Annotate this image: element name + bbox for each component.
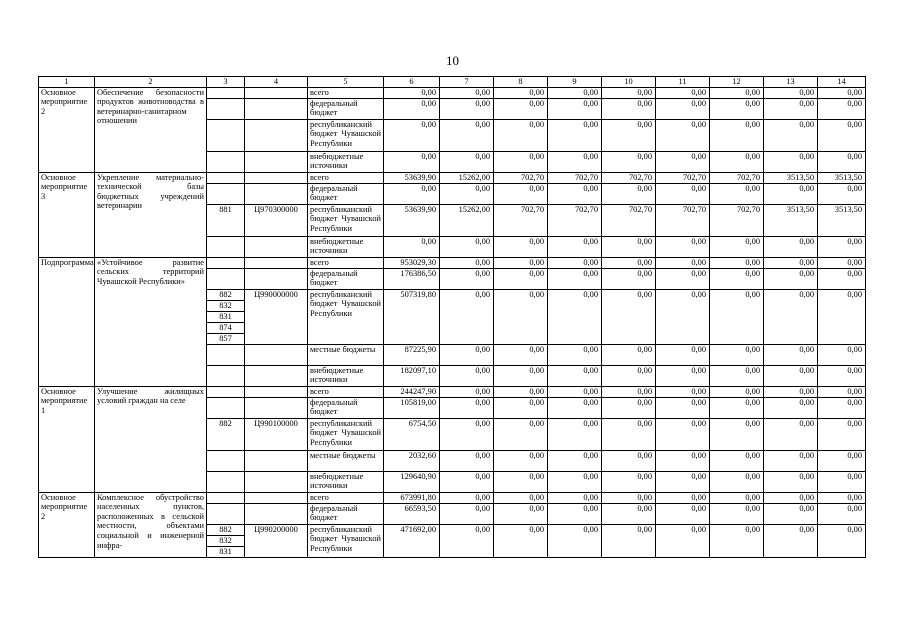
grbs-cell [207, 183, 245, 204]
amount-cell: 0,00 [548, 151, 602, 172]
amount-cell: 0,00 [548, 524, 602, 557]
amount-cell: 0,00 [764, 268, 818, 289]
amount-cell: 702,70 [548, 172, 602, 183]
amount-cell: 0,00 [818, 471, 866, 492]
amount-cell: 0,00 [494, 87, 548, 98]
amount-cell: 0,00 [384, 151, 440, 172]
amount-cell: 0,00 [384, 183, 440, 204]
amount-cell: 0,00 [494, 119, 548, 151]
grbs-cell [207, 236, 245, 257]
grbs-cell [207, 397, 245, 418]
amount-cell: 702,70 [656, 204, 710, 236]
amount-cell: 507319,80 [384, 289, 440, 344]
amount-cell: 0,00 [656, 87, 710, 98]
funding-source-cell: республиканский бюджет Чувашской Республики [308, 418, 384, 450]
amount-cell: 471692,00 [384, 524, 440, 557]
header-cell: 3 [207, 77, 245, 88]
target-code-cell: Ц990000000 [245, 289, 308, 344]
funding-source-cell: внебюджетные источники [308, 236, 384, 257]
amount-cell: 0,00 [656, 386, 710, 397]
amount-cell: 66593,50 [384, 503, 440, 524]
funding-source-cell: республиканский бюджет Чувашской Республики [308, 204, 384, 236]
table-row [39, 492, 866, 503]
amount-cell: 0,00 [656, 524, 710, 557]
amount-cell: 702,70 [710, 204, 764, 236]
funding-source-cell: федеральный бюджет [308, 98, 384, 119]
amount-cell: 702,70 [494, 204, 548, 236]
grbs-cell [207, 151, 245, 172]
amount-cell: 105819,00 [384, 397, 440, 418]
amount-cell: 0,00 [710, 492, 764, 503]
amount-cell: 0,00 [440, 87, 494, 98]
amount-cell: 129640,90 [384, 471, 440, 492]
amount-cell: 0,00 [656, 151, 710, 172]
amount-cell: 0,00 [494, 98, 548, 119]
amount-cell: 0,00 [818, 119, 866, 151]
header-cell: 8 [494, 77, 548, 88]
amount-cell: 0,00 [656, 183, 710, 204]
target-code-cell [245, 87, 308, 98]
funding-source-cell: федеральный бюджет [308, 397, 384, 418]
amount-cell: 0,00 [818, 268, 866, 289]
amount-cell: 0,00 [440, 98, 494, 119]
amount-cell: 0,00 [764, 119, 818, 151]
target-code-cell [245, 151, 308, 172]
amount-cell: 0,00 [710, 397, 764, 418]
amount-cell: 0,00 [764, 257, 818, 268]
amount-cell: 0,00 [710, 183, 764, 204]
grbs-code: 857 [219, 333, 232, 343]
amount-cell: 0,00 [602, 471, 656, 492]
amount-cell: 0,00 [494, 418, 548, 450]
funding-source-cell: всего [308, 172, 384, 183]
amount-cell: 15262,00 [440, 204, 494, 236]
measure-description: Укрепление материально-технической базы бюджетных учреждений ветеринарии [95, 172, 207, 257]
measure-description: Комплексное обустройство населенных пунктов, расположенных в сельской местности, объектами социальной и инженерной инфра- [95, 492, 207, 557]
funding-source-cell: всего [308, 87, 384, 98]
grbs-cell [207, 524, 245, 557]
header-cell: 14 [818, 77, 866, 88]
amount-cell: 0,00 [440, 365, 494, 386]
measure-name: Основное мероприятие 3 [39, 172, 95, 257]
header-cell: 12 [710, 77, 764, 88]
header-cell: 6 [384, 77, 440, 88]
measure-description: Обеспечение безопасности продуктов животноводства в ветеринарно-санитарном отношении [95, 87, 207, 172]
amount-cell: 0,00 [656, 397, 710, 418]
amount-cell: 0,00 [764, 365, 818, 386]
amount-cell: 0,00 [384, 98, 440, 119]
amount-cell: 0,00 [440, 151, 494, 172]
grbs-cell [207, 268, 245, 289]
amount-cell: 0,00 [656, 289, 710, 344]
amount-cell: 0,00 [818, 344, 866, 365]
table-row [39, 87, 866, 98]
amount-cell: 0,00 [384, 87, 440, 98]
amount-cell: 0,00 [602, 119, 656, 151]
amount-cell: 0,00 [602, 450, 656, 471]
amount-cell: 0,00 [656, 344, 710, 365]
grbs-cell [207, 119, 245, 151]
funding-source-cell: внебюджетные источники [308, 471, 384, 492]
amount-cell: 0,00 [548, 98, 602, 119]
header-cell: 1 [39, 77, 95, 88]
header-row [39, 77, 866, 88]
amount-cell: 0,00 [440, 471, 494, 492]
grbs-cell [207, 471, 245, 492]
measure-name: Основное мероприятие 1 [39, 386, 95, 492]
header-cell: 9 [548, 77, 602, 88]
funding-source-cell: всего [308, 492, 384, 503]
amount-cell: 702,70 [602, 204, 656, 236]
amount-cell: 0,00 [710, 365, 764, 386]
grbs-cell [207, 450, 245, 471]
amount-cell: 0,00 [602, 236, 656, 257]
amount-cell: 0,00 [602, 365, 656, 386]
target-code-cell [245, 172, 308, 183]
funding-source-cell: внебюджетные источники [308, 151, 384, 172]
amount-cell: 0,00 [602, 524, 656, 557]
amount-cell: 0,00 [818, 397, 866, 418]
amount-cell: 0,00 [494, 268, 548, 289]
amount-cell: 0,00 [764, 344, 818, 365]
funding-source-cell: внебюджетные источники [308, 365, 384, 386]
amount-cell: 0,00 [440, 257, 494, 268]
amount-cell: 0,00 [602, 257, 656, 268]
amount-cell: 0,00 [602, 397, 656, 418]
measure-name: Основное мероприятие 2 [39, 87, 95, 172]
amount-cell: 0,00 [764, 524, 818, 557]
amount-cell: 953029,30 [384, 257, 440, 268]
measure-name: Подпрограмма [39, 257, 95, 386]
amount-cell: 0,00 [602, 289, 656, 344]
amount-cell: 0,00 [818, 98, 866, 119]
header-cell: 7 [440, 77, 494, 88]
amount-cell: 0,00 [494, 344, 548, 365]
amount-cell: 0,00 [656, 365, 710, 386]
target-code-cell [245, 386, 308, 397]
amount-cell: 0,00 [818, 151, 866, 172]
table-row [39, 386, 866, 397]
amount-cell: 0,00 [764, 87, 818, 98]
amount-cell: 702,70 [494, 172, 548, 183]
amount-cell: 0,00 [548, 257, 602, 268]
amount-cell: 0,00 [494, 397, 548, 418]
amount-cell: 0,00 [764, 450, 818, 471]
amount-cell: 0,00 [440, 524, 494, 557]
amount-cell: 0,00 [548, 344, 602, 365]
amount-cell: 0,00 [710, 418, 764, 450]
grbs-cell [207, 386, 245, 397]
amount-cell: 0,00 [548, 418, 602, 450]
amount-cell: 53639,90 [384, 172, 440, 183]
amount-cell: 0,00 [710, 386, 764, 397]
amount-cell: 0,00 [548, 268, 602, 289]
target-code-cell [245, 503, 308, 524]
amount-cell: 0,00 [602, 87, 656, 98]
amount-cell: 0,00 [764, 289, 818, 344]
amount-cell: 0,00 [384, 119, 440, 151]
target-code-cell [245, 450, 308, 471]
funding-source-cell: местные бюджеты [308, 344, 384, 365]
target-code-cell: Ц990200000 [245, 524, 308, 557]
amount-cell: 702,70 [656, 172, 710, 183]
amount-cell: 0,00 [440, 492, 494, 503]
amount-cell: 0,00 [548, 471, 602, 492]
amount-cell: 0,00 [656, 492, 710, 503]
header-cell: 2 [95, 77, 207, 88]
amount-cell: 0,00 [710, 471, 764, 492]
grbs-code: 832 [207, 301, 244, 312]
amount-cell: 0,00 [656, 503, 710, 524]
target-code-cell [245, 257, 308, 268]
table-row [39, 257, 866, 268]
target-code-cell: Ц990100000 [245, 418, 308, 450]
amount-cell: 0,00 [548, 119, 602, 151]
amount-cell: 3513,50 [818, 204, 866, 236]
amount-cell: 0,00 [656, 418, 710, 450]
target-code-cell: Ц970300000 [245, 204, 308, 236]
amount-cell: 0,00 [818, 418, 866, 450]
amount-cell: 0,00 [710, 257, 764, 268]
amount-cell: 0,00 [818, 386, 866, 397]
amount-cell: 0,00 [494, 492, 548, 503]
amount-cell: 0,00 [656, 450, 710, 471]
grbs-code: 882 [207, 525, 244, 536]
amount-cell: 0,00 [440, 183, 494, 204]
amount-cell: 0,00 [384, 236, 440, 257]
amount-cell: 0,00 [710, 119, 764, 151]
target-code-cell [245, 268, 308, 289]
funding-source-cell: всего [308, 386, 384, 397]
financing-table [38, 76, 866, 558]
amount-cell: 0,00 [710, 289, 764, 344]
measure-description: Улучшение жилищных условий граждан на селе [95, 386, 207, 492]
amount-cell: 0,00 [494, 503, 548, 524]
amount-cell: 0,00 [710, 236, 764, 257]
amount-cell: 0,00 [710, 450, 764, 471]
amount-cell: 87225,90 [384, 344, 440, 365]
amount-cell: 6754,50 [384, 418, 440, 450]
amount-cell: 0,00 [764, 236, 818, 257]
amount-cell: 0,00 [440, 236, 494, 257]
amount-cell: 3513,50 [764, 204, 818, 236]
amount-cell: 0,00 [602, 344, 656, 365]
grbs-cell [207, 289, 245, 344]
amount-cell: 2032,60 [384, 450, 440, 471]
amount-cell: 0,00 [602, 268, 656, 289]
amount-cell: 0,00 [764, 492, 818, 503]
amount-cell: 0,00 [548, 236, 602, 257]
amount-cell: 15262,00 [440, 172, 494, 183]
amount-cell: 0,00 [440, 503, 494, 524]
amount-cell: 0,00 [440, 418, 494, 450]
amount-cell: 0,00 [818, 289, 866, 344]
header-cell: 10 [602, 77, 656, 88]
amount-cell: 0,00 [710, 98, 764, 119]
amount-cell: 0,00 [494, 151, 548, 172]
amount-cell: 0,00 [494, 183, 548, 204]
funding-source-cell: местные бюджеты [308, 450, 384, 471]
amount-cell: 0,00 [818, 87, 866, 98]
amount-cell: 0,00 [656, 98, 710, 119]
amount-cell: 0,00 [602, 386, 656, 397]
amount-cell: 0,00 [602, 418, 656, 450]
amount-cell: 0,00 [494, 386, 548, 397]
amount-cell: 182097,10 [384, 365, 440, 386]
amount-cell: 0,00 [494, 236, 548, 257]
amount-cell: 0,00 [440, 119, 494, 151]
grbs-cell [207, 87, 245, 98]
grbs-code: 832 [207, 536, 244, 547]
amount-cell: 0,00 [656, 268, 710, 289]
funding-source-cell: республиканский бюджет Чувашской Республики [308, 289, 384, 344]
amount-cell: 244247,90 [384, 386, 440, 397]
grbs-code: 882 [207, 290, 244, 301]
amount-cell: 0,00 [764, 386, 818, 397]
target-code-cell [245, 119, 308, 151]
amount-cell: 0,00 [656, 471, 710, 492]
grbs-cell: 882 [207, 418, 245, 450]
amount-cell: 0,00 [656, 236, 710, 257]
target-code-cell [245, 365, 308, 386]
header-cell: 5 [308, 77, 384, 88]
amount-cell: 0,00 [710, 503, 764, 524]
amount-cell: 0,00 [764, 503, 818, 524]
amount-cell: 0,00 [440, 397, 494, 418]
amount-cell: 0,00 [602, 492, 656, 503]
amount-cell: 0,00 [602, 98, 656, 119]
amount-cell: 0,00 [764, 471, 818, 492]
amount-cell: 176386,50 [384, 268, 440, 289]
grbs-cell: 881 [207, 204, 245, 236]
amount-cell: 0,00 [494, 257, 548, 268]
amount-cell: 0,00 [818, 183, 866, 204]
page-number: 10 [446, 53, 459, 68]
amount-cell: 0,00 [548, 87, 602, 98]
grbs-cell [207, 492, 245, 503]
target-code-cell [245, 344, 308, 365]
amount-cell: 0,00 [710, 87, 764, 98]
header-cell: 11 [656, 77, 710, 88]
amount-cell: 702,70 [602, 172, 656, 183]
amount-cell: 0,00 [710, 151, 764, 172]
amount-cell: 0,00 [818, 450, 866, 471]
target-code-cell [245, 236, 308, 257]
amount-cell: 0,00 [548, 503, 602, 524]
funding-source-cell: всего [308, 257, 384, 268]
table-body [39, 87, 866, 557]
grbs-cell [207, 344, 245, 365]
amount-cell: 673991,80 [384, 492, 440, 503]
amount-cell: 0,00 [818, 257, 866, 268]
amount-cell: 0,00 [494, 450, 548, 471]
amount-cell: 3513,50 [764, 172, 818, 183]
amount-cell: 0,00 [602, 503, 656, 524]
target-code-cell [245, 471, 308, 492]
amount-cell: 53639,90 [384, 204, 440, 236]
amount-cell: 0,00 [548, 492, 602, 503]
amount-cell: 0,00 [440, 289, 494, 344]
amount-cell: 0,00 [548, 289, 602, 344]
amount-cell: 0,00 [764, 418, 818, 450]
measure-description: «Устойчивое развитие сельских территорий Чувашской Республики» [95, 257, 207, 386]
amount-cell: 0,00 [548, 397, 602, 418]
funding-source-cell: федеральный бюджет [308, 183, 384, 204]
grbs-code: 831 [219, 546, 232, 556]
amount-cell: 0,00 [656, 257, 710, 268]
amount-cell: 0,00 [440, 268, 494, 289]
amount-cell: 0,00 [764, 183, 818, 204]
amount-cell: 0,00 [818, 524, 866, 557]
amount-cell: 0,00 [818, 492, 866, 503]
amount-cell: 0,00 [764, 151, 818, 172]
measure-name: Основное мероприятие 2 [39, 492, 95, 557]
header-cell: 4 [245, 77, 308, 88]
table-row [39, 172, 866, 183]
amount-cell: 0,00 [440, 386, 494, 397]
amount-cell: 0,00 [602, 151, 656, 172]
amount-cell: 0,00 [494, 289, 548, 344]
amount-cell: 0,00 [548, 450, 602, 471]
amount-cell: 0,00 [818, 236, 866, 257]
amount-cell: 3513,50 [818, 172, 866, 183]
amount-cell: 0,00 [602, 183, 656, 204]
target-code-cell [245, 183, 308, 204]
grbs-cell [207, 98, 245, 119]
amount-cell: 0,00 [710, 344, 764, 365]
amount-cell: 0,00 [494, 471, 548, 492]
amount-cell: 0,00 [764, 98, 818, 119]
grbs-code: 874 [207, 323, 244, 334]
target-code-cell [245, 397, 308, 418]
header-cell: 13 [764, 77, 818, 88]
grbs-cell [207, 172, 245, 183]
amount-cell: 0,00 [440, 450, 494, 471]
funding-source-cell: республиканский бюджет Чувашской Республики [308, 524, 384, 557]
amount-cell: 702,70 [710, 172, 764, 183]
grbs-cell [207, 257, 245, 268]
amount-cell: 0,00 [818, 503, 866, 524]
target-code-cell [245, 98, 308, 119]
amount-cell: 0,00 [494, 524, 548, 557]
amount-cell: 0,00 [656, 119, 710, 151]
amount-cell: 0,00 [818, 365, 866, 386]
amount-cell: 0,00 [548, 183, 602, 204]
funding-source-cell: федеральный бюджет [308, 268, 384, 289]
funding-source-cell: федеральный бюджет [308, 503, 384, 524]
amount-cell: 0,00 [494, 365, 548, 386]
grbs-cell [207, 365, 245, 386]
amount-cell: 0,00 [548, 365, 602, 386]
amount-cell: 0,00 [710, 524, 764, 557]
amount-cell: 0,00 [710, 268, 764, 289]
funding-source-cell: республиканский бюджет Чувашской Республики [308, 119, 384, 151]
amount-cell: 702,70 [548, 204, 602, 236]
amount-cell: 0,00 [548, 386, 602, 397]
grbs-cell [207, 503, 245, 524]
amount-cell: 0,00 [440, 344, 494, 365]
amount-cell: 0,00 [764, 397, 818, 418]
grbs-code: 831 [207, 312, 244, 323]
target-code-cell [245, 492, 308, 503]
